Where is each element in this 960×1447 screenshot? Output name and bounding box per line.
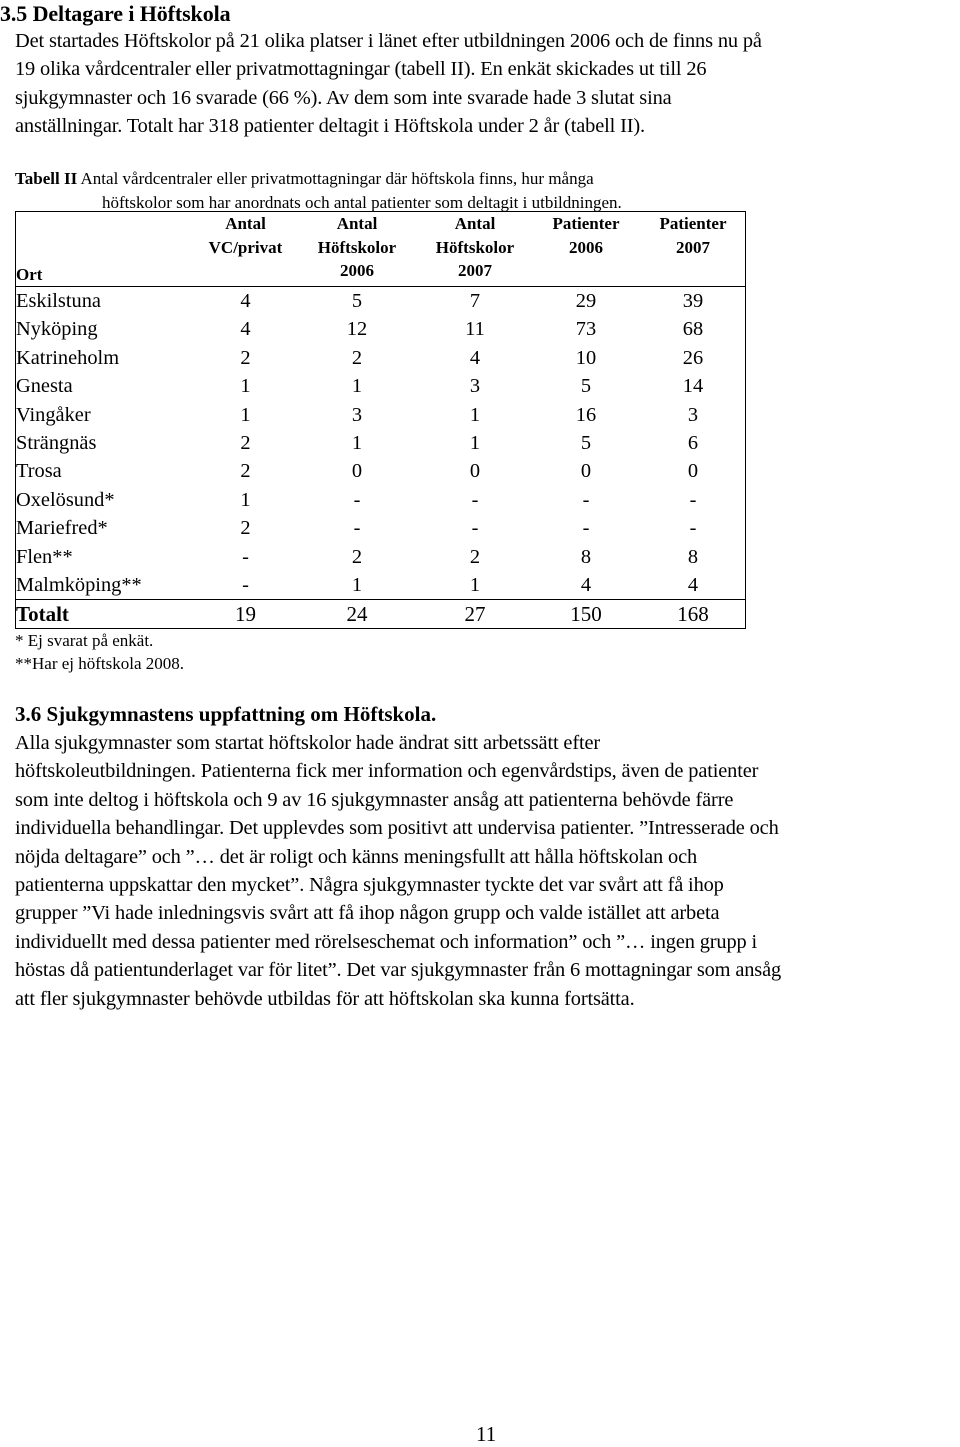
cell-patienter-2006: 4 [580,574,592,597]
paragraph-line: höstas då patientunderlaget var för litet”. Det var sjukgymnaster från 6 mottagningar som ansåg [15,959,782,982]
cell-patienter-2006: 73 [575,318,597,341]
paragraph-line: grupper ”Vi hade inledningsvis svårt att få ihop någon grupp och valde istället att arbeta [15,902,720,925]
cell-patienter-2007: 3 [641,401,746,429]
cell-ort: Katrineholm [16,344,197,372]
paragraph-line: Alla sjukgymnaster som startat höftskolor hade ändrat sitt arbetssätt efter [15,732,601,754]
cell-hoftskolor-2006: - [353,488,361,511]
total-patienter-2006: 150 [531,600,641,629]
cell-ort: Malmköping** [16,571,197,600]
cell-hoftskolor-2006: 0 [351,460,363,483]
cell-ort: Flen** [16,543,197,571]
cell-ort: Gnesta [16,372,197,400]
cell-vc-privat: 4 [240,318,251,341]
header-line: Höftskolor [317,237,397,257]
participants-table [15,211,746,629]
table-footnotes [15,629,184,675]
cell-hoftskolor-2006: 5 [351,290,363,312]
paragraph-line: som inte deltog i höftskola och 9 av 16 sjukgymnaster ansåg att patienterna behövde färre [15,788,734,811]
table-row [16,571,746,600]
cell-vc-privat: 2 [240,517,251,540]
cell-patienter-2007: - [641,514,746,542]
paragraph-line: sjukgymnaster och 16 svarade (66 %). Av dem som inte svarade hade 3 slutat sina [15,86,672,109]
table-row [16,287,746,316]
cell-patienter-2007: 4 [641,571,746,600]
paragraph-line: patienterna uppskattar den mycket”. Några sjukgymnaster tyckte det var svårt att få ihop [15,874,724,897]
cell-hoftskolor-2007: 7 [469,290,481,312]
cell-hoftskolor-2006: 12 [346,318,368,341]
cell-hoftskolor-2007: 1 [469,403,481,426]
cell-patienter-2007: 68 [641,315,746,343]
total-vc-privat: 19 [196,600,295,629]
cell-ort: Strängnäs [16,429,197,457]
cell-vc-privat: 4 [240,290,251,312]
header-line: 2006 [340,261,374,280]
table-total-row [16,600,746,629]
cell-ort: Nyköping [16,315,197,343]
cell-hoftskolor-2007: - [471,488,479,511]
cell-patienter-2007: 39 [641,287,746,316]
paragraph-line: 19 olika vårdcentraler eller privatmottagningar (tabell II). En enkät skickades ut till 26 [15,58,707,81]
table-caption-text: Antal vårdcentraler eller privatmottagningar där höftskola finns, hur många [77,169,594,188]
total-hoftskolor-2007: 27 [419,600,531,629]
cell-hoftskolor-2006: 1 [351,375,363,398]
cell-hoftskolor-2007: 11 [465,318,485,341]
total-label: Totalt [16,600,197,629]
table-row [16,401,746,429]
cell-patienter-2007: 14 [641,372,746,400]
cell-hoftskolor-2007: 4 [469,346,481,369]
header-line: Höftskolor [435,237,515,257]
header-hoftskolor-2006 [295,212,419,287]
cell-vc-privat: - [242,574,249,597]
header-patienter-2007 [641,212,746,287]
cell-hoftskolor-2007: 3 [469,375,481,398]
table-caption-label: Tabell II [15,169,78,188]
cell-vc-privat: - [242,545,249,568]
cell-patienter-2006: 5 [580,432,592,455]
cell-vc-privat: 2 [240,432,251,455]
paragraph-deltagare [15,27,762,141]
paragraph-line: nöjda deltagare” och ”… det är roligt och känns meningsfullt att hålla höftskolan och [15,845,698,868]
header-ort [16,212,197,287]
table-header-row [16,212,746,287]
cell-vc-privat: 2 [240,346,251,369]
header-line: Antal [454,214,496,233]
cell-patienter-2006: 10 [575,346,597,369]
footnote: **Har ej höftskola 2008. [15,654,185,673]
cell-ort: Oxelösund* [16,486,197,514]
cell-patienter-2007: 8 [641,543,746,571]
table-row [16,486,746,514]
cell-hoftskolor-2006: - [353,517,361,540]
paragraph-line: individuella behandlingar. Det upplevdes som positivt att undervisa patienter. ”Intresserade och [15,817,779,840]
cell-patienter-2007: 26 [641,344,746,372]
page-number: 11 [476,1422,497,1446]
header-line: Patienter [659,214,727,233]
cell-patienter-2006: 8 [580,545,592,568]
cell-patienter-2006: 0 [580,460,592,483]
cell-vc-privat: 1 [240,375,251,398]
cell-hoftskolor-2007: 1 [469,432,481,455]
paragraph-line: att fler sjukgymnaster behövde utbildas för att höftskolan ska kunna fortsätta. [15,987,635,1010]
header-line: VC/privat [208,237,283,257]
total-patienter-2007: 168 [641,600,746,629]
cell-ort: Vingåker [16,401,197,429]
table-caption-text-cont: höftskolor som har anordnats och antal patienter som deltagit i utbildningen. [102,193,622,212]
cell-vc-privat: 2 [240,460,251,483]
header-line: Ort [16,264,43,284]
cell-patienter-2006: 29 [575,290,597,312]
cell-hoftskolor-2006: 2 [351,545,363,568]
cell-hoftskolor-2007: 0 [469,460,481,483]
cell-patienter-2007: 0 [641,457,746,485]
cell-hoftskolor-2006: 1 [351,574,363,597]
cell-hoftskolor-2006: 2 [351,346,363,369]
table-row [16,514,746,542]
header-line: 2007 [676,237,710,257]
table-caption [15,167,622,215]
cell-patienter-2007: - [641,486,746,514]
footnote: * Ej svarat på enkät. [15,631,154,650]
header-line: Patienter [552,214,620,233]
table-row [16,429,746,457]
cell-hoftskolor-2007: - [471,517,479,540]
header-line: 2007 [458,261,492,280]
cell-ort: Eskilstuna [16,287,197,316]
cell-patienter-2007: 6 [641,429,746,457]
header-line: Antal [225,214,266,233]
table-row [16,315,746,343]
table-row [16,372,746,400]
paragraph-line: höftskoleutbildningen. Patienterna fick mer information och egenvårdstips, även de patienter [15,760,759,783]
cell-patienter-2006: - [582,517,590,540]
total-hoftskolor-2006: 24 [295,600,419,629]
cell-patienter-2006: - [582,488,590,511]
cell-patienter-2006: 5 [580,375,592,398]
cell-vc-privat: 1 [240,488,251,511]
paragraph-line: Det startades Höftskolor på 21 olika platser i länet efter utbildningen 2006 och de finns nu på [15,30,762,52]
table-row [16,344,746,372]
table-row [16,543,746,571]
table-row [16,457,746,485]
section-heading-deltagare: 3.5 Deltagare i Höftskola [0,1,231,26]
paragraph-line: individuellt med dessa patienter med rörelseschemat och information” och ”… ingen grupp i [15,930,758,953]
cell-hoftskolor-2007: 1 [469,574,481,597]
header-line: 2006 [569,237,603,257]
header-line: Antal [336,214,378,233]
cell-hoftskolor-2007: 2 [469,545,481,568]
cell-hoftskolor-2006: 3 [351,403,363,426]
header-hoftskolor-2007 [419,212,531,287]
cell-patienter-2006: 16 [575,403,597,426]
paragraph-uppfattning [15,729,781,1013]
header-patienter-2006 [531,212,641,287]
section-heading-uppfattning: 3.6 Sjukgymnastens uppfattning om Höftskola. [15,702,437,726]
cell-ort: Mariefred* [16,514,197,542]
header-vc-privat [196,212,295,287]
cell-hoftskolor-2006: 1 [351,432,363,455]
cell-ort: Trosa [16,457,197,485]
paragraph-line: anställningar. Totalt har 318 patienter deltagit i Höftskola under 2 år (tabell II). [15,115,645,138]
cell-vc-privat: 1 [240,403,251,426]
